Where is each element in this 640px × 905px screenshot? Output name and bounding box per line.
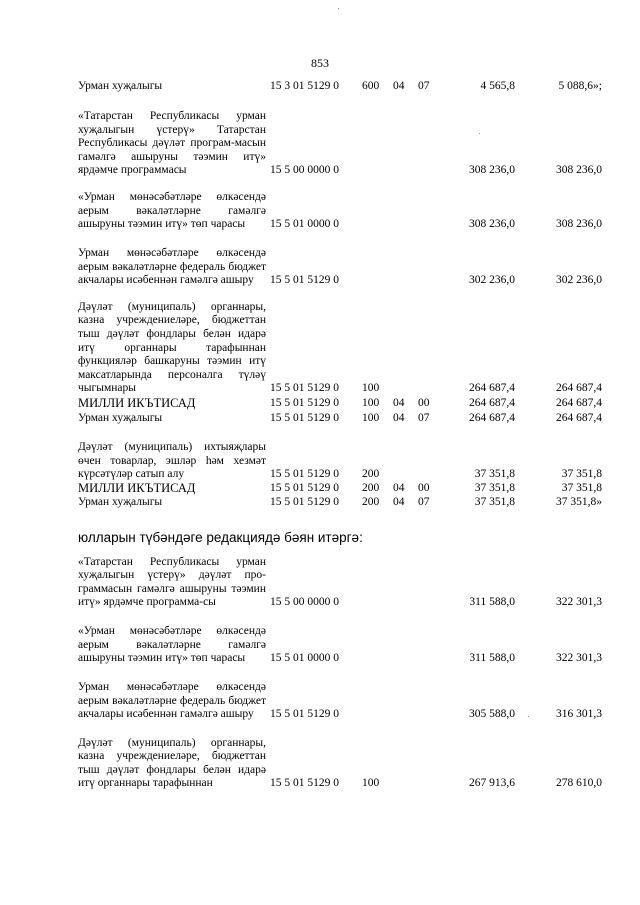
amount-year-1: 264 687,4 xyxy=(469,382,515,395)
subsection-code: 00 xyxy=(418,482,430,495)
expense-type-code: 100 xyxy=(362,412,380,425)
amount-year-1: 37 351,8 xyxy=(474,468,515,481)
row-name: Урман хуҗалыгы xyxy=(78,496,163,509)
target-article-code: 15 5 01 5129 0 xyxy=(270,496,339,509)
amount-year-1: 308 236,0 xyxy=(469,218,515,231)
amount-year-2: 264 687,4 xyxy=(556,412,602,425)
amount-year-2: 37 351,8 xyxy=(561,482,602,495)
row-name: Урман мөнәсәбәтләре өлкәсендә аерым вәкаләтләрне федераль бюджет акчалары исәбеннән гамәлгә ашыру xyxy=(78,247,266,287)
table-row xyxy=(0,412,640,426)
amount-year-2: 322 301,3 xyxy=(556,596,602,609)
scan-speck xyxy=(338,8,339,9)
amount-year-1: 302 236,0 xyxy=(469,274,515,287)
subsection-code: 07 xyxy=(418,80,430,93)
scan-speck xyxy=(479,133,480,134)
amount-year-1: 264 687,4 xyxy=(469,397,515,410)
target-article-code: 15 5 01 5129 0 xyxy=(270,708,339,721)
amount-year-1: 37 351,8 xyxy=(474,496,515,509)
target-article-code: 15 5 00 0000 0 xyxy=(270,164,339,177)
row-name: «Татарстан Республикасы урман хуҗалыгын үстерү» Татарстан Республикасы дәүләт програм-масын гамәлгә ашыруны тәэмин итү» ярдәмче программасы xyxy=(78,110,266,177)
row-name: Дәүләт (муниципаль) органнары, казна учреждениеләре, бюджеттан тыш дәүләт фондлары белән идарә итү органнары тарафыннан xyxy=(78,736,266,790)
row-name: МИЛЛИ ИКЪТИСАД xyxy=(78,396,196,411)
section-code: 04 xyxy=(393,80,405,93)
row-name: МИЛЛИ ИКЪТИСАД xyxy=(78,481,196,496)
scan-speck xyxy=(528,716,529,717)
amount-year-2: 308 236,0 xyxy=(556,218,602,231)
table-row xyxy=(0,625,640,666)
row-name: Урман хуҗалыгы xyxy=(78,80,163,93)
table-row xyxy=(0,496,640,510)
row-name: «Урман мөнәсәбәтләре өлкәсендә аерым вәкаләтләрне гамәлгә ашыруны тәэмин итү» төп чарасы xyxy=(78,191,266,231)
amount-year-2: 5 088,6»; xyxy=(558,80,602,93)
target-article-code: 15 5 01 5129 0 xyxy=(270,482,339,495)
amount-year-2: 322 301,3 xyxy=(556,652,602,665)
section-code: 04 xyxy=(393,412,405,425)
row-name: «Урман мөнәсәбәтләре өлкәсендә аерым вәкаләтләрне гамәлгә ашыруны тәэмин итү» төп чарасы xyxy=(78,625,266,665)
target-article-code: 15 5 01 5129 0 xyxy=(270,397,339,410)
expense-type-code: 100 xyxy=(362,777,380,790)
amount-year-2: 264 687,4 xyxy=(556,382,602,395)
target-article-code: 15 3 01 5129 0 xyxy=(270,80,339,93)
target-article-code: 15 5 01 5129 0 xyxy=(270,777,339,790)
amount-year-1: 311 588,0 xyxy=(469,652,515,665)
target-article-code: 15 5 00 0000 0 xyxy=(270,596,339,609)
table-row xyxy=(0,191,640,232)
expense-type-code: 600 xyxy=(362,80,380,93)
subsection-code: 07 xyxy=(418,412,430,425)
target-article-code: 15 5 01 5129 0 xyxy=(270,382,339,395)
amount-year-1: 37 351,8 xyxy=(474,482,515,495)
table-row xyxy=(0,396,640,411)
section-code: 04 xyxy=(393,397,405,410)
row-name: Дәүләт (муниципаль) ихтыяҗлары өчен товарлар, эшләр һәм хезмәт күрсәтүләр сатып алу xyxy=(78,441,266,481)
table-row xyxy=(0,110,640,178)
amount-year-2: 308 236,0 xyxy=(556,164,602,177)
subsection-code: 00 xyxy=(418,397,430,410)
target-article-code: 15 5 01 5129 0 xyxy=(270,412,339,425)
target-article-code: 15 5 01 0000 0 xyxy=(270,652,339,665)
table-row xyxy=(0,555,640,610)
target-article-code: 15 5 01 0000 0 xyxy=(270,218,339,231)
target-article-code: 15 5 01 5129 0 xyxy=(270,274,339,287)
expense-type-code: 200 xyxy=(362,468,380,481)
page-number: 853 xyxy=(311,56,329,70)
section-code: 04 xyxy=(393,496,405,509)
table-row xyxy=(0,736,640,791)
table-row xyxy=(0,681,640,722)
row-name: «Татарстан Республикасы урман хуҗалыгын үстерү» дәүләт про-граммасын гамәлгә ашыруны тәэмин итү» ярдәмче программа-сы xyxy=(78,555,266,609)
amount-year-2: 264 687,4 xyxy=(556,397,602,410)
amount-year-1: 308 236,0 xyxy=(469,164,515,177)
expense-type-code: 200 xyxy=(362,496,380,509)
target-article-code: 15 5 01 5129 0 xyxy=(270,468,339,481)
subsection-code: 07 xyxy=(418,496,430,509)
amount-year-1: 311 588,0 xyxy=(469,596,515,609)
table-row xyxy=(0,247,640,288)
row-name: Дәүләт (муниципаль) органнары, казна учреждениеләре, бюджеттан тыш дәүләт фондлары белән идарә итү органнары тарафыннан функцияләр башкаруны тәэмин итү максатларында персоналга түләү чыгымнары xyxy=(78,300,266,395)
amount-year-1: 264 687,4 xyxy=(469,412,515,425)
row-name: Урман мөнәсәбәтләре өлкәсендә аерым вәкаләтләрне федераль бюджет акчалары исәбеннән гамәлгә ашыру xyxy=(78,681,266,721)
amount-year-2: 37 351,8» xyxy=(556,496,602,509)
amount-year-2: 316 301,3 xyxy=(556,708,602,721)
expense-type-code: 200 xyxy=(362,482,380,495)
amount-year-2: 278 610,0 xyxy=(556,777,602,790)
expense-type-code: 100 xyxy=(362,397,380,410)
table-row xyxy=(0,80,640,94)
amount-year-1: 4 565,8 xyxy=(480,80,515,93)
amount-year-2: 302 236,0 xyxy=(556,274,602,287)
expense-type-code: 100 xyxy=(362,382,380,395)
amount-year-1: 305 588,0 xyxy=(469,708,515,721)
row-name: Урман хуҗалыгы xyxy=(78,412,163,425)
amount-year-1: 267 913,6 xyxy=(469,777,515,790)
intro-text: юлларын түбәндәге редакциядә бәян итәргә: xyxy=(78,530,363,545)
section-code: 04 xyxy=(393,482,405,495)
amount-year-2: 37 351,8 xyxy=(561,468,602,481)
